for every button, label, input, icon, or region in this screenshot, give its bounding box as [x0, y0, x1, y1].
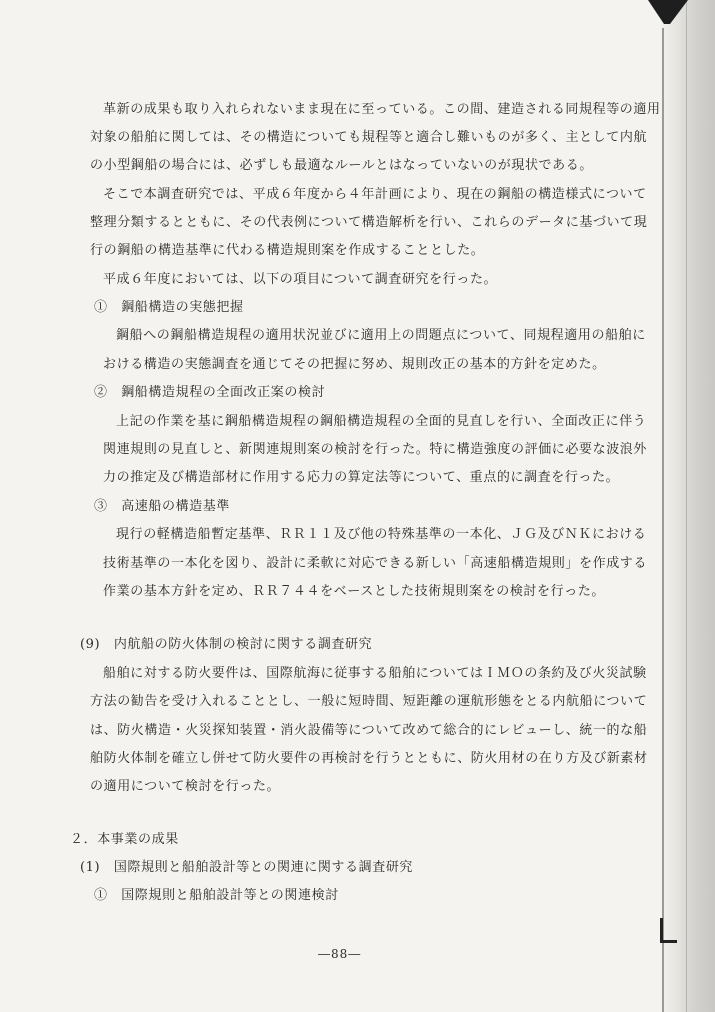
- scan-edge: [660, 0, 715, 1012]
- body-line: 行の鋼船の構造基準に代わる構造規則案を作成することとした。: [90, 243, 485, 258]
- body-line: 関連規則の見直しと、新関連規則案の検討を行った。特に構造強度の評価に必要な波浪外: [103, 442, 648, 457]
- body-line: 力の推定及び構造部材に作用する応力の算定法等について、重点的に調査を行った。: [103, 470, 620, 485]
- body-line: は、防火構造・火災探知装置・消火設備等について改めて総合的にレビューし、統一的な船: [90, 723, 648, 738]
- body-line: の適用について検討を行った。: [90, 779, 281, 794]
- page-number: ―88―: [318, 947, 362, 961]
- body-line: 上記の作業を基に鋼船構造規程の鋼船構造規程の全面的見直しを行い、全面改正に伴う: [116, 414, 647, 429]
- body-line: おける構造の実態調査を通じてその把握に努め、規則改正の基本的方針を定めた。: [103, 357, 606, 372]
- section-heading: (1) 国際規則と船舶設計等との関連に関する調査研究: [80, 860, 414, 875]
- body-line: 現行の軽構造船暫定基準、ＲＲ１１及び他の特殊基準の一本化、ＪＧ及びＮＫにおける: [116, 527, 647, 542]
- body-line: 方法の勧告を受け入れることとし、一般に短時間、短距離の運航形態をとる内航船について: [90, 694, 648, 709]
- item-heading: ① 鋼船構造の実態把握: [94, 300, 244, 315]
- section-heading: (9) 内航船の防火体制の検討に関する調査研究: [80, 637, 373, 652]
- body-line: 対象の船舶に関しては、その構造についても規程等と適合し難いものが多く、主として内航: [90, 130, 648, 145]
- item-heading: ③ 高速船の構造基準: [94, 499, 231, 514]
- binding-line: [662, 28, 664, 1012]
- body-line: 船舶に対する防火要件は、国際航海に従事する船舶についてはＩＭＯの条約及び火災試験: [103, 666, 647, 681]
- body-line: 平成６年度においては、以下の項目について調査研究を行った。: [103, 272, 498, 287]
- body-line: の小型鋼船の場合には、必ずしも最適なルールとはなっていないのが現状である。: [90, 158, 593, 173]
- page-tab-mark: [648, 0, 688, 24]
- binding-line-outer: [686, 0, 687, 1012]
- body-line: そこで本調査研究では、平成６年度から４年計画により、現在の鋼船の構造様式について: [103, 187, 647, 202]
- body-line: 鋼船への鋼船構造規程の適用状況並びに適用上の問題点について、同規程適用の船舶に: [116, 328, 646, 343]
- body-line: 革新の成果も取り入れられないまま現在に至っている。この間、建造される同規程等の適用: [103, 102, 661, 117]
- body-line: 舶防火体制を確立し併せて防火要件の再検討を行うとともに、防火用材の在り方及び新素材: [90, 751, 648, 766]
- body-line: 整理分類するとともに、その代表例について構造解析を行い、これらのデータに基づいて現: [90, 215, 648, 230]
- body-line: 作業の基本方針を定め、ＲＲ７４４をベースとした技術規則案をの検討を行った。: [103, 584, 606, 599]
- body-line: 技術基準の一本化を図り、設計に柔軟に対応できる新しい「高速船構造規則」を作成する: [103, 556, 648, 571]
- item-heading: ② 鋼船構造規程の全面改正案の検討: [94, 385, 326, 400]
- chapter-heading: ２．本事業の成果: [70, 832, 179, 847]
- binding-mark: [660, 918, 677, 943]
- item-heading: ① 国際規則と船舶設計等との関連検討: [94, 888, 339, 903]
